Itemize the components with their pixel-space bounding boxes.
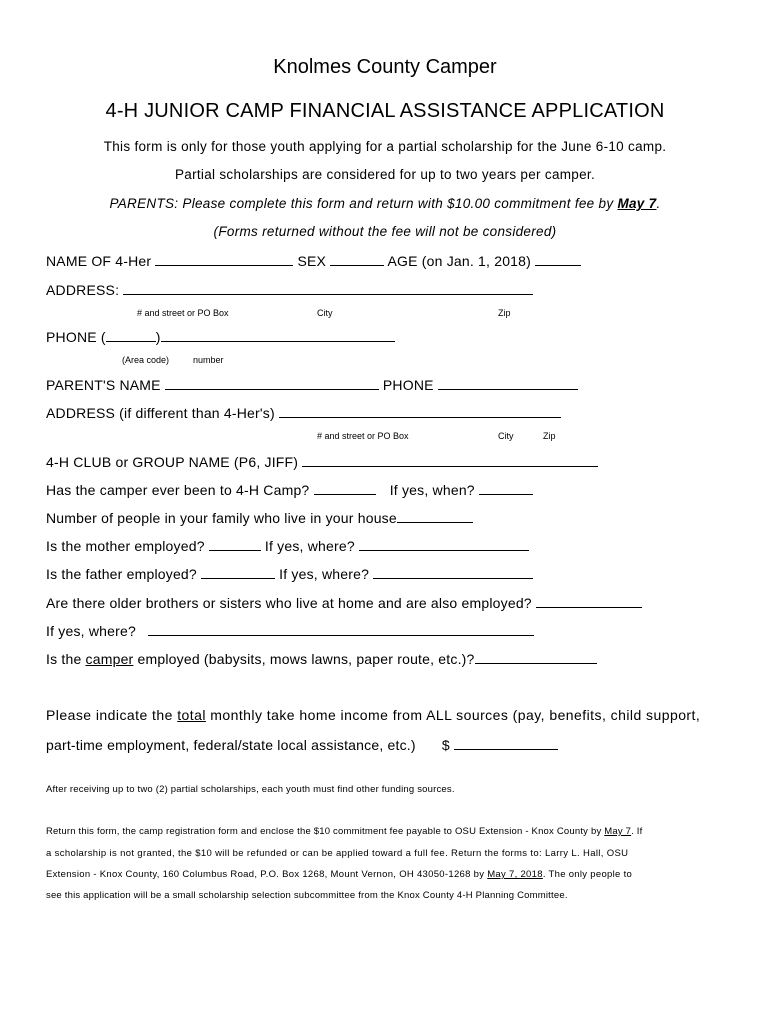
family-row [46, 509, 473, 526]
camp-when-field[interactable] [479, 481, 533, 495]
intro-line-1: This form is only for those youth applying for a partial scholarship for the June 6-10 camp. [103, 139, 667, 154]
mother-where-field[interactable] [359, 537, 529, 551]
parents-instruction [0, 196, 770, 211]
return-line-1 [46, 826, 642, 837]
parent-phone-field[interactable] [438, 376, 578, 390]
mother-label: Is the mother employed? [46, 538, 205, 554]
phone-mid: ) [155, 329, 161, 345]
siblings-row [46, 594, 642, 611]
area-code-field[interactable] [106, 328, 156, 342]
parent-name-label: PARENT'S NAME [46, 377, 161, 393]
phone-row [46, 328, 395, 345]
siblings-where-label: If yes, where? [46, 623, 136, 639]
family-label: Number of people in your family who live in your house [46, 510, 397, 526]
family-field[interactable] [397, 509, 473, 523]
age-field[interactable] [535, 252, 581, 266]
return3-post: . The only people to [542, 869, 633, 880]
return3-date: May 7, 2018 [487, 869, 543, 880]
phone-label: PHONE ( [46, 329, 106, 345]
parent-row [46, 376, 578, 393]
address2-row [46, 404, 561, 421]
return1-post: . If [631, 826, 643, 837]
father-where-label: If yes, where? [279, 566, 370, 582]
camper-employed-field[interactable] [475, 650, 597, 664]
sex-field[interactable] [330, 252, 384, 266]
siblings-where-row [46, 622, 534, 639]
father-row [46, 565, 533, 582]
return-line-3 [46, 869, 632, 880]
return1-date: May 7 [604, 826, 632, 837]
camper-employed-u: camper [85, 651, 134, 667]
addr-sub-street: # and street or PO Box [137, 308, 229, 318]
phone-sub-number: number [193, 355, 224, 365]
club-label: 4-H CLUB or GROUP NAME (P6, JIFF) [46, 454, 299, 470]
name-label: NAME OF 4-Her [46, 253, 152, 269]
income-post: monthly take home income from ALL sources (pay, benefits, child support, [205, 707, 701, 723]
camper-employed-post: employed (babysits, mows lawns, paper route, etc.)? [133, 651, 475, 667]
income-pre: Please indicate the [46, 707, 178, 723]
mother-where-label: If yes, where? [264, 538, 355, 554]
camper-employed-pre: Is the [46, 651, 86, 667]
siblings-where-field[interactable] [148, 622, 534, 636]
income-line2: part-time employment, federal/state local assistance, etc.) [46, 737, 416, 753]
income-field[interactable] [454, 736, 558, 750]
addr-sub-zip: Zip [498, 308, 511, 318]
address-row [46, 281, 533, 298]
camp-before-row [46, 481, 533, 498]
camp-when-label: If yes, when? [389, 482, 475, 498]
form-title: Knolmes County Camper [273, 56, 497, 78]
income-dollar: $ [441, 737, 450, 753]
addr-sub-city: City [317, 308, 333, 318]
address-label: ADDRESS: [46, 282, 120, 298]
parent-phone-label: PHONE [382, 377, 434, 393]
after-note: After receiving up to two (2) partial scholarships, each youth must find other funding sources. [46, 784, 455, 795]
father-label: Is the father employed? [46, 566, 197, 582]
siblings-field[interactable] [536, 594, 642, 608]
parents-end: . [656, 196, 661, 211]
return-line-4: see this application will be a small scholarship selection subcommittee from the Knox County 4-H Planning Committee. [46, 890, 568, 901]
intro-line-2: Partial scholarships are considered for up to two years per camper. [174, 167, 596, 182]
parent-name-field[interactable] [165, 376, 379, 390]
camp-before-field[interactable] [314, 481, 376, 495]
phone-sub-area: (Area code) [122, 355, 170, 365]
camper-employed-row [46, 650, 597, 667]
addr2-sub-city: City [498, 431, 514, 441]
siblings-label: Are there older brothers or sisters who live at home and are also employed? [46, 595, 532, 611]
income-u: total [177, 707, 206, 723]
age-label: AGE (on Jan. 1, 2018) [387, 253, 532, 269]
address2-label: ADDRESS (if different than 4-Her's) [46, 405, 275, 421]
mother-row [46, 537, 529, 554]
club-row [46, 453, 598, 470]
income-row-1 [46, 707, 700, 723]
forms-note: (Forms returned without the fee will not be considered) [213, 224, 557, 239]
return3-pre: Extension - Knox County, 160 Columbus Road, P.O. Box 1268, Mount Vernon, OH 43050-1268 by [46, 869, 488, 880]
return1-pre: Return this form, the camp registration form and enclose the $10 commitment fee payable to OSU Extension - Knox County by [46, 826, 605, 837]
phone-number-field[interactable] [161, 328, 395, 342]
sex-label: SEX [297, 253, 327, 269]
father-field[interactable] [201, 565, 275, 579]
name-row [46, 252, 581, 269]
father-where-field[interactable] [373, 565, 533, 579]
addr2-sub-zip: Zip [543, 431, 556, 441]
parents-text: PARENTS: Please complete this form and return with $10.00 commitment fee by [109, 196, 618, 211]
parents-date: May 7 [617, 196, 657, 211]
income-row-2 [46, 736, 558, 753]
address-field[interactable] [123, 281, 533, 295]
camp-before-label: Has the camper ever been to 4-H Camp? [46, 482, 310, 498]
return-line-2: a scholarship is not granted, the $10 will be refunded or can be applied toward a full fee. Return the forms to: Larry L. Hall, OSU [46, 848, 629, 859]
club-field[interactable] [302, 453, 598, 467]
address2-field[interactable] [279, 404, 561, 418]
addr2-sub-street: # and street or PO Box [317, 431, 409, 441]
name-field[interactable] [155, 252, 293, 266]
mother-field[interactable] [209, 537, 261, 551]
form-subtitle: 4-H JUNIOR CAMP FINANCIAL ASSISTANCE APPLICATION [105, 100, 665, 122]
